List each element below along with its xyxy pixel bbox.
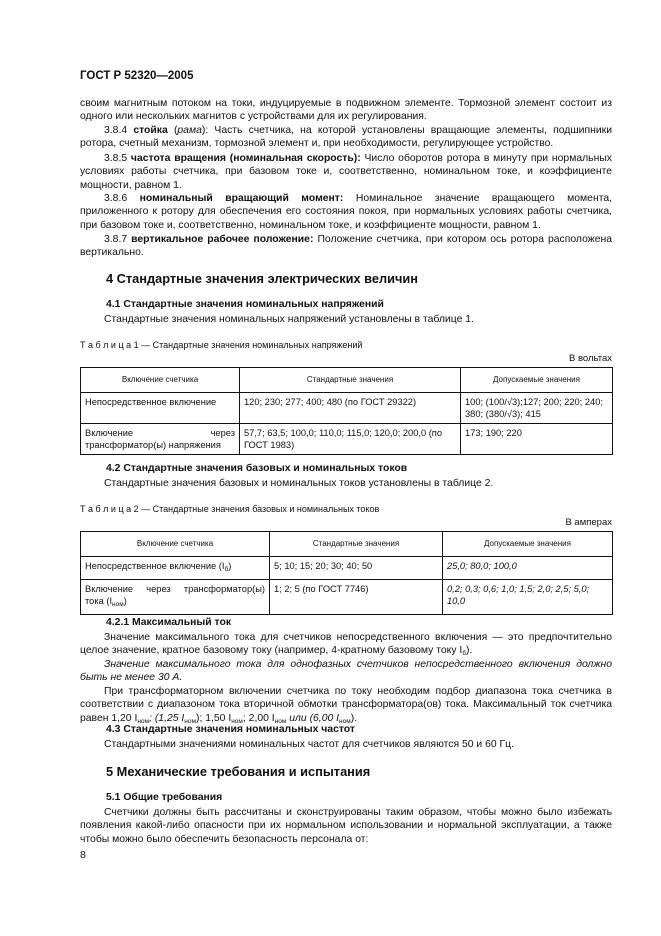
table-cell: 120; 230; 277; 400; 480 (по ГОСТ 29322)	[240, 393, 461, 424]
section-4-1-heading: 4.1 Стандартные значения номинальных напряжений	[106, 299, 384, 310]
paragraph-4-2-1-a	[80, 631, 612, 661]
cell-subscript: ном	[112, 601, 124, 608]
paragraph-4-2: Стандартные значения базовых и номинальных токов установлены в таблице 2.	[104, 478, 494, 489]
subscript: ном	[339, 717, 351, 725]
subscript: ном	[184, 717, 196, 725]
paragraph-text: ; (1,25 I	[149, 712, 185, 724]
table-row	[81, 557, 613, 580]
table-header-cell: Стандартные значения	[270, 532, 443, 557]
section-4-heading: 4 Стандартные значения электрических величин	[106, 271, 419, 286]
section-5-heading: 5 Механические требования и испытания	[106, 764, 371, 779]
subscript: ном	[274, 717, 287, 725]
section-4-2-heading: 4.2 Стандартные значения базовых и номинальных токов	[106, 463, 408, 474]
subscript: ном	[137, 717, 150, 725]
term-rotation-speed: частота вращения (номинальная скорость):	[130, 153, 361, 164]
table-row	[81, 393, 613, 424]
table-2-unit: В амперах	[565, 517, 612, 528]
clause-text: : Часть счетчика, на которой установлены вращающие элементы, подшипники ротора, счетный механизм, тормозной элемент и, при необходимости, регулирующее устройство.	[80, 125, 612, 150]
paragraph-text-end: ).	[466, 645, 473, 657]
table-cell: 1; 2; 5 (по ГОСТ 7746)	[270, 580, 443, 615]
table-cell: 100; (100/√3);127; 200; 220; 240; 380; (380/√3); 415	[461, 393, 613, 424]
paragraph-3-8-5	[80, 152, 612, 192]
term-vertical-position: вертикальное рабочее положение:	[131, 234, 314, 245]
table-header-cell: Стандартные значения	[240, 368, 461, 393]
cell-subscript: б	[224, 566, 229, 573]
paragraph-intro: своим магнитным потоком на токи, индуцируемые в подвижном элементе. Тормозной элемент состоит из одного или нескольких магнитов с устройствами для их регулирования.	[80, 98, 612, 123]
paragraph-5-1: Счетчики должны быть рассчитаны и сконструированы таким образом, чтобы можно было избежать появления какой-либо опасности при их нормальном использовании и нормальной эксплуатации, а также чтобы можно было обеспечить безопасность персонала от:	[80, 807, 612, 845]
cell-text: Включение через трансформатор(ы) тока (I	[85, 584, 265, 606]
subscript: б	[462, 650, 467, 658]
clause-text: Номинальное значение вращающего момента, приложенного к ротору для обеспечения его состояния покоя, при нормальных условиях работы счетчика, при базовом токе и, соответственно, номинальном токе, и коэффициенте мощности, равном 1.	[80, 193, 612, 231]
table-1-unit: В вольтах	[568, 353, 612, 364]
table-cell: 173; 190; 220	[461, 424, 613, 455]
subscript: ном	[231, 717, 243, 725]
clause-number: 3.8.5	[104, 153, 128, 164]
paragraph-text: Значение максимального тока для счетчиков непосредственного включения — это предпочтительно целое значение, кратное базовому току (например, 4-кратному базовому току I	[80, 632, 612, 657]
section-5-1-heading: 5.1 Общие требования	[106, 792, 223, 803]
paragraph-text: При трансформаторном включении счетчика по току необходим подбор диапазона тока счетчика в соответствии с диапазоном тока вторичной обмотки трансформатора(ов) тока. Максимальный ток счетчика равен 1,20 I	[80, 686, 612, 724]
table-cell: Включение через трансформатор(ы) напряжения	[81, 424, 240, 455]
page-number: 8	[80, 849, 86, 861]
table-cell: Непосредственное включение	[81, 393, 240, 424]
table-cell	[81, 557, 270, 580]
table-cell	[81, 580, 270, 615]
table-header-cell: Допускаемые значения	[443, 532, 613, 557]
section-4-2-1-heading: 4.2.1 Максимальный ток	[106, 617, 232, 628]
paragraph-text: или (6,00 I	[286, 712, 340, 724]
term-alt-frame: рама	[177, 125, 202, 136]
clause-number: 3.8.7	[104, 234, 128, 245]
table-1-caption: Т а б л и ц а 1 — Стандартные значения номинальных напряжений	[80, 340, 363, 350]
clause-number: 3.8.6	[104, 193, 128, 204]
paragraph-4-1: Стандартные значения номинальных напряжений установлены в таблице 1.	[104, 314, 474, 325]
paragraph-4-2-1-c	[80, 685, 612, 728]
cell-text-end: )	[228, 561, 232, 571]
table-cell: 57,7; 63,5; 100,0; 110,0; 115,0; 120,0; 200,0 (по ГОСТ 1983)	[240, 424, 461, 455]
clause-text: Положение счетчика, при котором ось ротора расположена вертикально.	[80, 234, 613, 259]
term-stand: стойка	[133, 125, 168, 136]
paragraph-text-end: ).	[350, 712, 358, 724]
table-header-cell: Включение счетчика	[81, 368, 240, 393]
table-2	[80, 531, 613, 615]
paragraph-4-3: Стандартными значениями номинальных частот для счетчиков являются 50 и 60 Гц.	[104, 739, 515, 750]
section-4-3-heading: 4.3 Стандартные значения номинальных частот	[106, 724, 355, 735]
table-cell: 25,0; 80,0; 100,0	[443, 557, 613, 580]
table-header-row	[81, 368, 613, 393]
table-cell: 5; 10; 15; 20; 30; 40; 50	[270, 557, 443, 580]
table-header-cell: Включение счетчика	[81, 532, 270, 557]
paragraph-text: ); 1,50 I	[195, 712, 232, 724]
paragraph-3-8-4: 3.8.4 стойка (рама): Часть счетчика, на которой установлены вращающие элементы, подшипники ротора, счетный механизм, тормозной элемент и, при необходимости, регулирующее устройство.	[80, 125, 612, 150]
table-header-row	[81, 532, 613, 557]
table-header-cell: Допускаемые значения	[461, 368, 613, 393]
cell-text-end: )	[123, 596, 127, 606]
paragraph-text: ; 2,00 I	[242, 712, 275, 724]
table-row	[81, 424, 613, 455]
clause-text: Число оборотов ротора в минуту при нормальных условиях работы счетчика, при базовом токе и, соответственно, номинальном токе, и коэффициенте мощности, равном 1.	[80, 153, 612, 191]
table-1	[80, 367, 613, 455]
table-cell: 0,2; 0,3; 0,6; 1,0; 1,5; 2,0; 2,5; 5,0; 10,0	[443, 580, 613, 615]
table-row	[81, 580, 613, 615]
paragraph-4-2-1-b: Значение максимального тока для однофазных счетчиков непосредственного включения должно быть не менее 30 А.	[80, 659, 612, 684]
paragraph-3-8-7	[80, 233, 612, 260]
clause-number: 3.8.4	[104, 125, 128, 136]
table-2-caption: Т а б л и ц а 2 — Стандартные значения базовых и номинальных токов	[80, 504, 380, 514]
document-header: ГОСТ Р 52320—2005	[80, 70, 194, 82]
cell-text: Непосредственное включение (I	[85, 561, 225, 571]
paragraph-3-8-6	[80, 192, 612, 232]
term-torque: номинальный вращающий момент:	[139, 193, 344, 204]
